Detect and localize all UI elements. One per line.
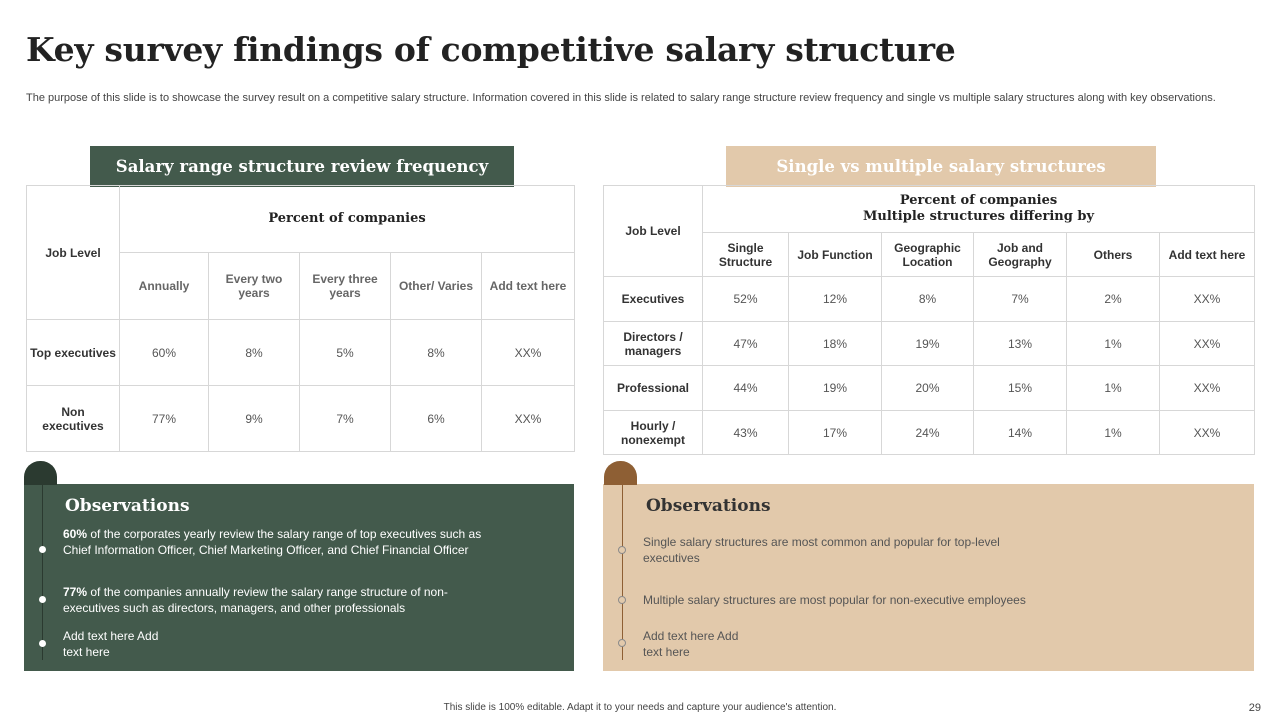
footer-note: This slide is 100% editable. Adapt it to your needs and capture your audience's attention. <box>443 702 837 713</box>
table-cell: 2% <box>1067 277 1160 322</box>
row-label: Executives <box>604 277 703 322</box>
row-label: Professional <box>604 366 703 411</box>
table-cell: 52% <box>703 277 789 322</box>
review-frequency-header: Salary range structure review frequency <box>90 146 514 187</box>
percent-of-companies-header: Percent of companies <box>120 186 575 253</box>
job-level-header: Job Level <box>604 186 703 277</box>
job-level-header: Job Level <box>27 186 120 320</box>
table-cell: XX% <box>482 320 575 386</box>
observations-title-left: Observations <box>65 496 190 516</box>
table-cell: 12% <box>789 277 882 322</box>
salary-structures-header: Single vs multiple salary structures <box>726 146 1156 187</box>
bullet-dot <box>39 596 46 603</box>
percent-header-line2: Multiple structures differing by <box>863 209 1094 224</box>
table-cell: 47% <box>703 322 789 366</box>
table-cell: 1% <box>1067 366 1160 411</box>
table-cell: 8% <box>882 277 974 322</box>
table-cell: 13% <box>974 322 1067 366</box>
observations-tab-right <box>604 461 637 485</box>
table-cell: 14% <box>974 411 1067 455</box>
percent-of-companies-header <box>703 186 1255 233</box>
table-row <box>604 411 1255 455</box>
column-header: Add text here <box>482 253 575 320</box>
observation-text: of the corporates yearly review the salary range of top executives such as Chief Information Officer, Chief Marketing Officer, and Chief Financial Officer <box>63 527 482 557</box>
bullet-dot <box>39 546 46 553</box>
review-frequency-table <box>26 185 575 452</box>
percent-header-line1: Percent of companies <box>899 193 1058 208</box>
observation-item: Add text here Add text here <box>63 629 159 659</box>
table-cell: 7% <box>300 386 391 452</box>
table-cell: XX% <box>1160 366 1255 411</box>
table-cell: 6% <box>391 386 482 452</box>
table-cell: 43% <box>703 411 789 455</box>
row-label: Directors / managers <box>604 322 703 366</box>
table-cell: XX% <box>1160 411 1255 455</box>
page-subtitle: The purpose of this slide is to showcase the survey result on a competitive salary structure. Information covered in this slide is related to salary range structure review frequency and single vs multiple salary structures along with key observations. <box>26 92 1216 104</box>
column-header: Single Structure <box>703 233 789 277</box>
page-title: Key survey findings of competitive salary structure <box>26 30 956 69</box>
column-header: Job Function <box>789 233 882 277</box>
observation-highlight: 77% <box>63 585 88 599</box>
bullet-dot <box>39 640 46 647</box>
table-cell: 24% <box>882 411 974 455</box>
column-header: Geographic Location <box>882 233 974 277</box>
table-row <box>604 322 1255 366</box>
bullet-dot <box>618 596 626 604</box>
observation-text: of the companies annually review the salary range structure of non-executives such as directors, managers, and other professionals <box>63 585 448 615</box>
table-cell: 5% <box>300 320 391 386</box>
table-cell: 8% <box>391 320 482 386</box>
column-header: Others <box>1067 233 1160 277</box>
table-cell: XX% <box>1160 277 1255 322</box>
table-cell: 18% <box>789 322 882 366</box>
column-header: Other/ Varies <box>391 253 482 320</box>
table-cell: XX% <box>482 386 575 452</box>
salary-structures-table <box>603 185 1255 455</box>
column-header: Annually <box>120 253 209 320</box>
bullet-dot <box>618 546 626 554</box>
observation-item: Single salary structures are most common and popular for top-level executives <box>643 535 1000 565</box>
observations-tab-left <box>24 461 57 485</box>
table-cell: 19% <box>789 366 882 411</box>
column-header: Every three years <box>300 253 391 320</box>
row-label: Top executives <box>27 320 120 386</box>
table-cell: 19% <box>882 322 974 366</box>
observation-item <box>63 526 493 558</box>
table-row <box>27 320 575 386</box>
table-cell: 20% <box>882 366 974 411</box>
table-row <box>27 386 575 452</box>
row-label: Non executives <box>27 386 120 452</box>
table-cell: 8% <box>209 320 300 386</box>
table-cell: 15% <box>974 366 1067 411</box>
observations-title-right: Observations <box>646 496 771 516</box>
table-cell: 1% <box>1067 322 1160 366</box>
column-header: Job and Geography <box>974 233 1067 277</box>
row-label: Hourly / nonexempt <box>604 411 703 455</box>
observation-highlight: 60% <box>63 527 88 541</box>
table-row <box>604 277 1255 322</box>
observation-item: Add text here Add text here <box>643 629 739 659</box>
timeline-line-right <box>622 468 623 660</box>
column-header: Every two years <box>209 253 300 320</box>
table-cell: 77% <box>120 386 209 452</box>
table-cell: 60% <box>120 320 209 386</box>
table-cell: 7% <box>974 277 1067 322</box>
bullet-dot <box>618 639 626 647</box>
timeline-line-left <box>42 468 43 660</box>
table-row <box>604 366 1255 411</box>
observation-item <box>63 584 503 616</box>
table-cell: XX% <box>1160 322 1255 366</box>
table-cell: 44% <box>703 366 789 411</box>
observation-item: Multiple salary structures are most popular for non-executive employees <box>643 593 1026 607</box>
table-cell: 17% <box>789 411 882 455</box>
table-cell: 9% <box>209 386 300 452</box>
page-number: 29 <box>1248 702 1261 714</box>
column-header: Add text here <box>1160 233 1255 277</box>
table-cell: 1% <box>1067 411 1160 455</box>
